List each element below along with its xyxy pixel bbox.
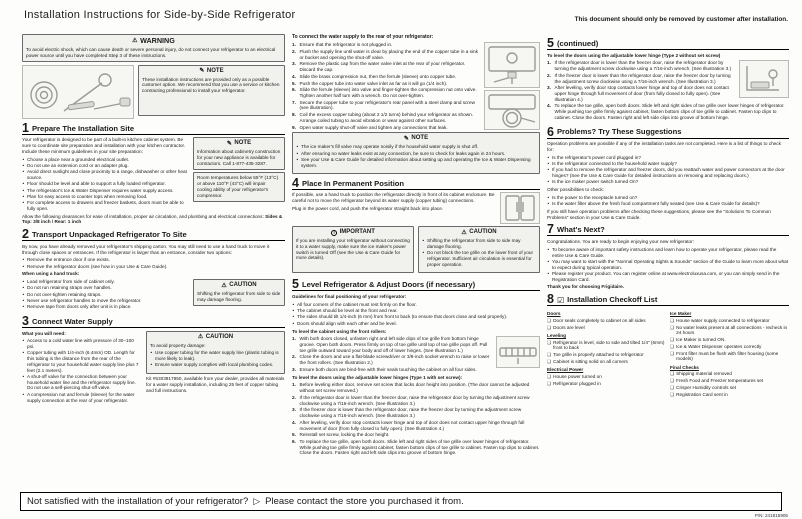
checkbox-icon: ❑ [547, 317, 552, 323]
checklist-item-label: Toe grille is properly attached to refrigerator [553, 352, 644, 358]
checklist-item [670, 385, 789, 391]
s1-bullet-list [22, 157, 189, 212]
checklist-item-label: Doors are level [553, 324, 585, 330]
list-item: • Ensure water supply complies with local plumbing codes. [150, 362, 281, 368]
caution-toe-grille-list [422, 238, 536, 267]
s7-thanks: Thank you for choosing Frigidaire. [547, 284, 625, 290]
section-1-heading [22, 120, 285, 135]
checklist-item [547, 340, 666, 351]
section-4-number: 4 [292, 175, 299, 190]
warning-label: WARNING [140, 36, 175, 45]
list-item: With both doors closed, unfasten right and left side clips of toe grille from bottom hinge groove. Open both doors. Press firmly on top of toe grille until top of toe grille pops off. Pull toe grille outward toward your body and off of lower hinges. (See Illustration 1.) [299, 336, 488, 353]
list-item: Reinstall set screw, locking the door height. [299, 432, 390, 438]
list-item: • To become aware of important safety instructions and learn how to operate your refrigerator, please read the entire Use & Care Guide. [547, 247, 789, 258]
section-5-heading [292, 279, 540, 291]
important-exclamation-icon: ! [331, 230, 337, 236]
refrigerator-sketch [502, 194, 538, 222]
checklist-item [547, 325, 666, 331]
caution-box-toe-grille [418, 226, 540, 273]
guidelines-title: Guidelines for final positioning of your refrigerator: [292, 294, 407, 300]
s4-paragraph-1: If possible, use a hand truck to position the refrigerator directly in front of its cabinet enclosure. Be careful not to move the refrigerator beyond its water supply (copper tubing) connections. [292, 192, 495, 204]
s6-intro: Operation problems are possible if any of the installation tasks are not completed. Here is a list of things to check for: [547, 141, 781, 152]
list-item: • Please register your product. You can register online at www.electroluxusa.com, or you can simply send in the Registration Card. [547, 271, 789, 282]
list-item: • After ensuring no water leaks exist at any connection, be sure to check for leaks again in 24 hours. [296, 151, 536, 157]
note-box-temperature [193, 172, 285, 201]
checkoff-doors-heading: Doors [547, 311, 561, 317]
list-item: Before leveling either door, remove set screw that locks door height into position. (The door cannot be adjusted without set screw removed.) [299, 382, 530, 394]
checkbox-checked-icon: ☑ [556, 295, 565, 305]
checkbox-icon: ❑ [670, 317, 675, 323]
checkoff-right-column [670, 309, 789, 399]
caution-label: CAUTION [205, 333, 234, 340]
list-item: After leveling, verify door stop contacts lower hinge and top of door does not contact upper hinge through full movement of door (from fully closed to fully open). (See Illustration 4.) [299, 419, 525, 431]
section-4-title: Place In Permanent Position [301, 178, 405, 188]
checkoff-power-heading: Electrical Power [547, 367, 584, 373]
section-6-number: 6 [547, 124, 554, 139]
note-label: NOTE [234, 140, 252, 147]
list-item: Slide the brass compression nut, then the ferrule (sleeve) onto copper tube. [299, 73, 457, 79]
s6-check-list [547, 155, 789, 185]
list-item: Ensure that the refrigerator is not plugged in. [299, 42, 393, 48]
checklist-item-label: Registration Card sent in [676, 391, 728, 397]
page-title: Installation Instructions for Side-by-Side Refrigerator [24, 9, 296, 21]
list-item: If the freezer door is lower than the refrigerator door, raise the freezer door by turning the adjustment screw clockwise using a 7/16-inch wrench. (See Illustration 3.) [554, 72, 731, 84]
list-item: • You may want to start with the "Normal Operating Sights & Sounds" section of the Guide to learn more about what to expect during typical operation. [547, 259, 789, 270]
list-item: • Plan for easy access to counter tops when removing food. [22, 194, 189, 200]
list-item: • Is the refrigerator connected to the household water supply? [547, 161, 789, 167]
list-item: • Never use refrigerator handles to move the refrigerator. [22, 298, 285, 304]
list-item: Push the copper tube into water valve inlet as far as it will go (1/4 inch). [299, 80, 448, 86]
list-item: Remove the plastic cap from the water valve inlet at the rear of your refrigerator. Discard the cap. [299, 61, 466, 73]
checkbox-icon: ❑ [670, 384, 675, 390]
checkoff-final-heading: Final Checks [670, 364, 699, 370]
list-item: Secure the copper tube to your refrigerator's rear panel with a steel clamp and screw (see illustration). [299, 99, 475, 111]
important-label: IMPORTANT [339, 229, 375, 236]
section-5-number: 5 [292, 277, 299, 292]
caution-property-intro: To avoid property damage: [150, 342, 206, 348]
section-2-title: Transport Unpackaged Refrigerator To Site [31, 229, 187, 239]
checklist-item [547, 374, 666, 380]
checkbox-icon: ❑ [547, 352, 552, 358]
checklist-item [547, 352, 666, 358]
checkbox-icon: ❑ [670, 391, 675, 397]
checkbox-icon: ❑ [547, 339, 552, 345]
list-item: • If you had to remove the refrigerator and freezer doors, did you reattach water and power connectors at the door hinges? (See the Use & Care Guide for detailed instructions on removing and replacing doors.) [547, 167, 789, 178]
checklist-item [670, 378, 789, 384]
list-item: • Remove tape from doors only after unit is in place. [22, 304, 285, 310]
list-item: • Load refrigerator from side of cabinet only. [22, 279, 285, 285]
section-1-number: 1 [22, 120, 29, 135]
checkbox-icon: ❑ [670, 337, 675, 343]
footer-banner [20, 492, 782, 511]
checkoff-leveling-list [547, 340, 666, 365]
list-item: If the freezer door is lower than the refrigerator door, raise the freezer door by turning the adjustment screw clockwise using a 7/16-inch wrench. (See Illustration 3.) [299, 407, 522, 419]
list-item: • Avoid direct sunlight and close proximity to a range, dishwasher or other heat source. [22, 169, 189, 180]
warning-triangle-icon: ⚠ [132, 38, 138, 45]
s2-options-list [22, 257, 285, 269]
column-middle [292, 34, 540, 486]
type1-steps-list [292, 382, 540, 456]
caution-property-list [150, 350, 281, 368]
s6-other-list [547, 195, 789, 207]
caution-label: CAUTION [469, 229, 497, 236]
checkbox-icon: ❑ [670, 343, 675, 349]
checklist-item-label: Fresh Food and Freezer temperatures set [676, 378, 764, 384]
checkbox-icon: ❑ [547, 324, 552, 330]
refrigerator-illustration [500, 192, 540, 224]
list-item: • Remove the entrance door if one exists. [22, 257, 285, 263]
list-item: If the refrigerator door is lower than the freezer door, raise the refrigerator door by turning the adjustment screw clockwise using a 7/16-inch wrench. (See Illustration 3.) [299, 394, 530, 406]
note-label: NOTE [411, 135, 429, 142]
list-item: After leveling, verify door stop contacts lower hinge and top of door does not contact upper hinge through full movement of door (from fully closed to fully open). (See Illustration 4.) [554, 85, 729, 102]
section-4-heading [292, 175, 540, 190]
checklist-item [547, 318, 666, 324]
checklist-item-label: No water leaks present at all connections - recheck in 24 hours [676, 324, 788, 336]
list-item: • Shifting the refrigerator from side to side may damage flooring. [422, 238, 536, 249]
s3-needs-list [22, 338, 142, 403]
rollers-title: To level the cabinet using the front rollers: [292, 328, 387, 334]
clearance-text [22, 214, 285, 225]
list-item: • The sides should tilt 1/4-inch (6 mm) from front to back (to ensure that doors close and seal properly). [292, 314, 540, 320]
list-item: • Do not use an extension cord or an adapter plug. [22, 163, 189, 169]
checklist-item-label: House power turned on [553, 373, 602, 379]
list-item: To replace the toe grille, open both doors. Slide left and right sides of toe grille over lower hinges of refrigerator. While pushing toe grille firmly against cabinet, fasten bottom clips of toe grille to cabinet. Fasten top clips to cabinet. Close the doors. Fasten right and left side clips into groove of bottom hinge. [554, 103, 785, 120]
note-box-header [142, 68, 281, 75]
list-item: • The refrigerator's Ice & Water Dispenser requires water supply access. [22, 188, 189, 194]
warning-text: To avoid electric shock, which can cause death or severe personal injury, do not connect your refrigerator to an electrical power source until you have completed Step 3 of these instructions. [26, 47, 276, 59]
s6-other-title: Other possibilities to check: [547, 187, 605, 193]
checklist-item-label: Front filter must be flush with filter housing (some models) [676, 350, 779, 362]
checklist-item [547, 381, 666, 387]
list-item: Coil the excess copper tubing (about 2 1/2 turns) behind your refrigerator as shown. Arrange coiled tubing to avoid vibration or wear against other surfaces. [299, 112, 474, 123]
warning-box-header [26, 37, 281, 46]
list-item: • Copper tubing with 1/4-inch (6.4mm) OD. Length for this tubing is the distance from the rear of the refrigerator to your household water supply line plus 7 feet (2.1 meters). [22, 350, 142, 373]
tools-illustration [22, 65, 134, 119]
caution-box-header [150, 334, 281, 341]
list-item: • Doors should align with each other and be level. [292, 321, 540, 327]
type2-title: To level the doors using the adjustable lower hinge (Type 2 without set screw) [547, 52, 721, 58]
section-7-heading [547, 224, 789, 236]
checkbox-icon: ❑ [670, 371, 675, 377]
caution-flooring-text: Shifting the refrigerator from side to side may damage flooring. [197, 290, 281, 302]
tools-sketch [24, 67, 132, 117]
s1-intro: Your refrigerator is designed to be part of a built-in kitchen cabinet system. Be sure to coordinate site preparation and installation with your kitchen contractor. Include these minimum guidelines in your site preparation: [22, 137, 186, 154]
note-label: NOTE [206, 67, 224, 74]
section-5-continued-title: (continued) [556, 38, 599, 48]
clearance-intro: Allow the following clearances for ease of installation, proper air circulation, and plumbing and electrical connections: [22, 213, 264, 219]
s2-intro: By now, you have already removed your refrigerator's shipping carton. You may still need to use a hand truck to move it through close spaces or entrances. If the refrigerator is larger than an entrance, consider two options: [22, 243, 270, 255]
note-cabinetry-text: Information about cabinetry construction for your new appliance is available for contractors. Call 1-877-435-3287. [197, 149, 281, 166]
list-item: • Is the water filter above the fresh food compartment fully seated (see Use & Care Guide for details)? [547, 201, 789, 207]
checkbox-icon: ❑ [547, 373, 552, 379]
s2-subheading: When using a hand truck: [22, 271, 80, 277]
checklist-item [670, 371, 789, 377]
checklist-item-label: Shipping material removed [676, 371, 732, 377]
footer-instruction: Please contact the store you purchased it from. [265, 496, 464, 507]
caution-triangle-icon: ⚠ [197, 334, 204, 341]
list-item: • Do not block the toe grille on the lower front of your refrigerator. Sufficient air circulation is essential for proper operation. [422, 250, 536, 267]
checklist-item-label: Ice Maker is turned ON. [676, 337, 726, 343]
note-pencil-icon: ✎ [226, 141, 232, 147]
s3-kit-text: Kit #5303917950, available from your dealer, provides all materials for a water supply installation, including 25 feet of copper tubing and full instructions. [146, 376, 285, 393]
note-box-header [296, 135, 536, 142]
section-5-continued-number: 5 [547, 36, 554, 50]
list-item: • Is the refrigerator's power cord plugged in? [547, 155, 789, 161]
list-item: Slide the ferrule (sleeve) into valve and finger-tighten the compression nut onto valve. Tighten another half turn with a wrench. Do not over-tighten. [299, 87, 477, 98]
note-temperature-text: Room temperatures below 55°F (13°C) or above 110°F (43°C) will impair cooling ability of your refrigerator's compressor. [197, 175, 279, 198]
list-item: If the refrigerator door is lower than the freezer door, raise the refrigerator door by turning the adjustment screw clockwise using a 7/16-inch wrench. (See Illustration 3.) [554, 60, 732, 72]
list-item: • The ice maker's fill valve may operate noisily if the household water supply is shut off. [296, 144, 536, 150]
s6-outro: If you still have operation problems after checking these suggestions, please see the "Solutions To Common Problems" section in your Use & Care Guide. [547, 208, 771, 220]
checklist-item-label: Cabinet is sitting solid on all corners [553, 358, 628, 364]
section-2-heading [22, 229, 285, 241]
checkoff-final-list [670, 371, 789, 397]
type1-title: To level the doors using the adjustable lower hinges (Type 1 with set screw): [292, 374, 463, 380]
note-box-cabinetry [193, 137, 285, 170]
list-item: • Access to a cold water line with pressure of 30–100 psi. [22, 338, 142, 349]
list-item: • Use copper tubing for the water supply line (plastic tubing is more likely to leak). [150, 350, 281, 361]
list-item: • A compression nut and ferrule (sleeve) for the water supply connection at the rear of your refrigerator. [22, 392, 142, 403]
list-item: • For complete access to drawers and freezer baskets, doors must be able to fully open. [22, 200, 189, 211]
list-item: Open water supply shut-off valve and tighten any connections that leak. [299, 124, 448, 130]
section-7-title: What's Next? [556, 225, 605, 235]
warning-box [22, 34, 285, 62]
s7-intro: Congratulations. You are ready to begin enjoying your new refrigerator: [547, 239, 694, 245]
s2-handtruck-list [22, 279, 285, 310]
caution-triangle-icon: ⚠ [221, 282, 227, 289]
list-item: • Floor should be level and able to support a fully loaded refrigerator. [22, 181, 189, 187]
note-water-list [296, 144, 536, 168]
checkoff-left-column [547, 309, 666, 399]
s3-subheading: What you will need: [22, 330, 66, 336]
clearance-values: Sides & Top: 3/8 inch / Rear: 1 inch [22, 213, 283, 225]
checkbox-icon: ❑ [547, 358, 552, 364]
checkbox-icon: ❑ [670, 324, 675, 330]
note-box-water [292, 132, 540, 173]
checkbox-icon: ❑ [547, 380, 552, 386]
section-6-heading [547, 124, 789, 139]
important-box-header [296, 229, 410, 236]
list-item: • See your Use & Care Guide for detailed information about setting up and operating the Ice & Water Dispensing system. [296, 157, 536, 168]
s4-paragraph-2: Plug in the power cord, and push the refrigerator straight back into place. [292, 205, 444, 211]
section-6-title: Problems? Try These Suggestions [556, 127, 682, 137]
checkoff-icemaker-heading: Ice Maker [670, 311, 692, 317]
section-3-title: Connect Water Supply [31, 316, 113, 326]
list-item: Flush the supply line until water is clear by placing the end of the copper tube in a sink or bucket and opening the shut-off valve. [299, 48, 478, 60]
important-box [292, 226, 414, 273]
note-pencil-icon: ✎ [199, 68, 205, 75]
list-item: • Is the ice maker power switch turned On? [547, 179, 789, 185]
list-item: To replace the toe grille, open both doors. Slide left and right sides of toe grille over lower hinges of refrigerator. While pushing toe grille firmly against cabinet, fasten bottom clips of toe grille to cabinet. Fasten top clips to cabinet. Close the doors. Fasten right and left side clips into groove of bottom hinge. [299, 439, 540, 456]
column-left [22, 34, 285, 486]
caution-box-header [422, 229, 536, 236]
checklist-item [670, 351, 789, 362]
section-5-continued-heading [547, 38, 789, 50]
s7-list [547, 247, 789, 283]
list-item: • Remove the refrigerator doors (see how in your Use & Care Guide). [22, 264, 285, 270]
list-item: • Do not run retaining straps over handles. [22, 285, 285, 291]
list-item: • Do not over-tighten retaining straps. [22, 292, 285, 298]
checklist-item-label: Crisper Humidity controls set [676, 384, 737, 390]
checklist-item [670, 325, 789, 336]
caution-label: CAUTION [229, 282, 257, 289]
checklist-item-label: House water supply connected to refrigerator [676, 317, 770, 323]
section-3-heading [22, 316, 285, 328]
note-box-header [197, 140, 281, 147]
list-item: • Choose a place near a grounded electrical outlet. [22, 157, 189, 163]
section-3-number: 3 [22, 314, 29, 329]
checklist-item [547, 359, 666, 365]
list-item: Close the doors and use a flat-blade screwdriver or 3/8-inch socket wrench to raise or lower the front rollers. (See Illustration 2.) [299, 354, 490, 366]
checklist-item-label: Door seals completely to cabinet on all sides [553, 317, 646, 323]
checkoff-power-list [547, 374, 666, 386]
section-8-number: 8 [547, 292, 554, 307]
section-1-title: Prepare The Installation Site [31, 123, 135, 133]
note-pencil-icon: ✎ [403, 136, 409, 143]
section-7-number: 7 [547, 222, 554, 237]
arrow-right-icon: ▷ [253, 496, 261, 506]
part-number: P/N: 241815905 [754, 513, 788, 518]
section-5-title: Level Refrigerator & Adjust Doors (if necessary) [301, 280, 476, 290]
checkoff-doors-list [547, 318, 666, 330]
checkoff-leveling-heading: Leveling [547, 332, 567, 338]
list-item: • A shut-off valve for the connection between your household water line and the refrigerator supply line. Do not use a self-piercing shut-off valve. [22, 374, 142, 391]
rollers-steps-list [292, 336, 540, 372]
caution-box-property [146, 331, 285, 374]
list-item: • The cabinet should be level at the front and rear. [292, 308, 540, 314]
section-2-number: 2 [22, 227, 29, 242]
caution-triangle-icon: ⚠ [461, 230, 467, 237]
checklist-item [670, 318, 789, 324]
checkbox-icon: ❑ [670, 378, 675, 384]
note-box-installer [138, 65, 285, 117]
list-item: • All four corners of the cabinet must rest firmly on the floor. [292, 302, 540, 308]
connect-title: To connect the water supply to the rear of your refrigerator: [292, 34, 434, 40]
column-right [547, 34, 789, 486]
guidelines-list [292, 302, 540, 327]
checklist-item-label: Refrigerator plugged in [553, 380, 601, 386]
checklist-item [670, 344, 789, 350]
checklist-item-label: Ice & Water Dispenser operates correctly [676, 343, 762, 349]
section-8-heading [547, 294, 789, 306]
checklist-item [670, 337, 789, 343]
footer-question: Not satisfied with the installation of your refrigerator? [27, 496, 249, 507]
checkoff-icemaker-list [670, 318, 789, 362]
note-installer-text: These installation instructions are provided only as a possible customer option. We recommend that you use a service or kitchen contracting professional to install your refrigerator. [142, 76, 280, 94]
section-8-title: Installation Checkoff List [567, 294, 658, 304]
checkbox-icon: ❑ [670, 350, 675, 356]
important-text: If you are installing your refrigerator without connecting it to a water supply, make sure the ice maker's power switch is turned Off (see the Use & Care Guide for more details). [296, 238, 410, 261]
type2-steps-list [547, 60, 789, 120]
checklist-item [670, 392, 789, 398]
list-item: • Is the power to the receptacle turned on? [547, 195, 789, 201]
list-item: Ensure both doors are bind-free with their seals touching the cabinet on all four sides. [299, 366, 477, 372]
removal-notice: This document should only be removed by customer after installation. [574, 16, 788, 23]
checklist-item-label: Refrigerator is level, side to side and tilted 1/4" (6mm) front to back [553, 339, 665, 351]
